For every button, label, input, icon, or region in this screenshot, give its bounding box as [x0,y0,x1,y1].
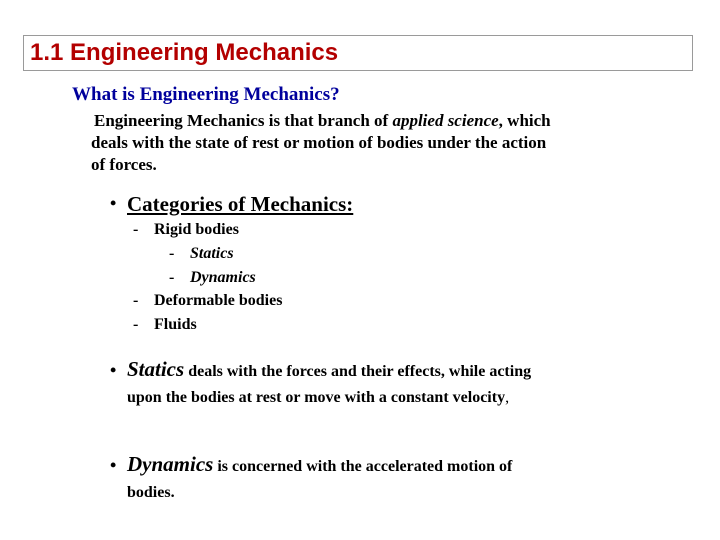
statics-paragraph [127,356,647,411]
definition-line-3: of forces. [91,155,157,174]
categories-heading: Categories of Mechanics: [127,192,354,216]
dynamics-paragraph [127,451,647,506]
statics-line-2 [127,385,647,411]
dash-icon: - [133,221,139,238]
definition-line-1-end: , which [498,111,551,130]
list-item-deformable-bodies: Deformable bodies [154,292,283,309]
title-box [23,35,693,71]
dynamics-term: Dynamics [127,452,214,476]
list-item-statics: Statics [190,245,234,262]
list-item-dynamics: Dynamics [190,269,256,286]
definition-line-1-start: Engineering Mechanics is that branch of [94,111,393,130]
dynamics-line-1-text: is concerned with the accelerated motion of [213,458,513,475]
statics-trailing-comma: , [505,389,510,406]
statics-line-1-text: deals with the forces and their effects, while acting [184,363,532,380]
bullet-icon: • [110,360,117,380]
slide-title: 1.1 Engineering Mechanics [30,39,339,66]
applied-science-term: applied science [392,111,499,130]
bullet-icon: • [110,193,117,213]
statics-term: Statics [127,357,185,381]
dash-icon: - [169,245,175,262]
statics-line-2-text: upon the bodies at rest or move with a constant velocity [127,389,506,406]
statics-line-1 [127,356,647,385]
definition-line-2: deals with the state of rest or motion of bodies under the action [91,133,547,152]
definition-paragraph [90,110,650,176]
dash-icon: - [133,292,139,309]
list-item-fluids: Fluids [154,316,197,333]
bullet-icon: • [110,455,117,475]
definition-line-1 [90,110,650,132]
dash-icon: - [133,316,139,333]
dynamics-line-1 [127,451,647,480]
list-item-rigid-bodies: Rigid bodies [154,221,239,238]
dynamics-line-2: bodies. [127,484,175,501]
dash-icon: - [169,269,175,286]
section-subtitle: What is Engineering Mechanics? [72,84,340,105]
